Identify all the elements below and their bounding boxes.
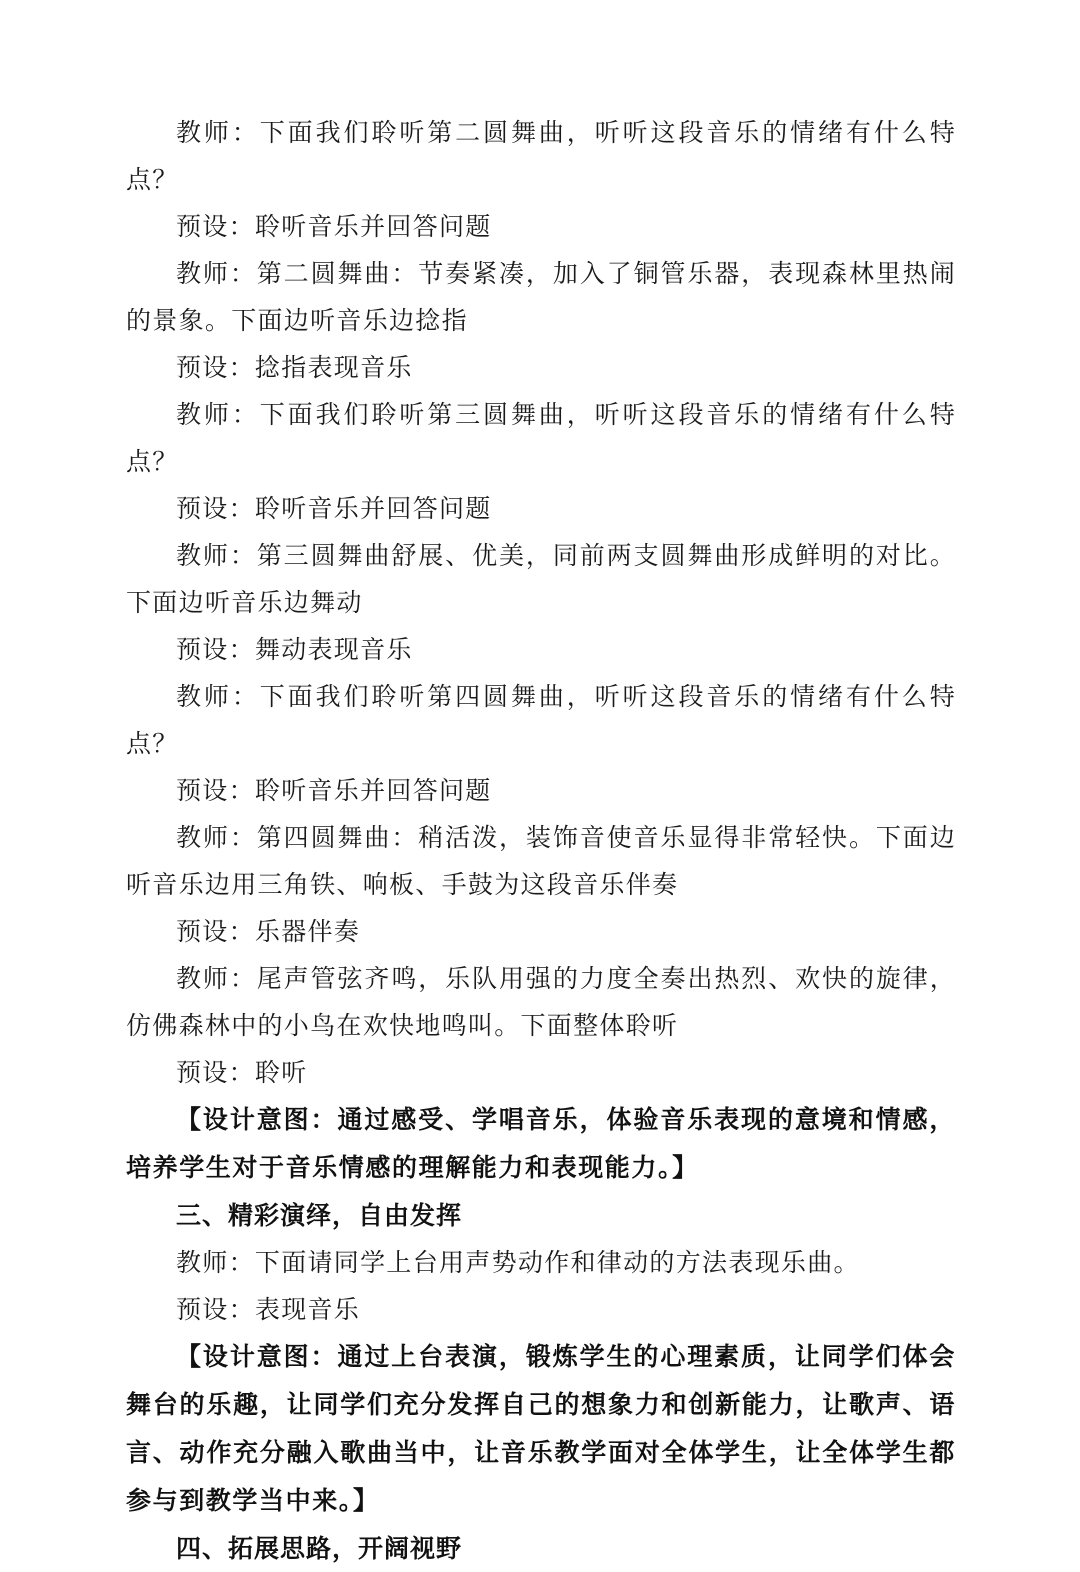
teacher-line: 教师：下面请同学上台用声势动作和律动的方法表现乐曲。 [176, 1248, 860, 1277]
document-page [126, 109, 956, 1572]
teacher-line: 教师：第三圆舞曲舒展、优美，同前两支圆舞曲形成鲜明的对比。下面边听音乐边舞动 [126, 541, 956, 617]
teacher-line: 教师：第四圆舞曲：稍活泼，装饰音使音乐显得非常轻快。下面边听音乐边用三角铁、响板、手鼓为这段音乐伴奏 [126, 823, 956, 899]
teacher-line: 教师：尾声管弦齐鸣，乐队用强的力度全奏出热烈、欢快的旋律，仿佛森林中的小鸟在欢快地鸣叫。下面整体聆听 [126, 964, 956, 1040]
design-intent-note: 【设计意图：通过上台表演，锻炼学生的心理素质，让同学们体会舞台的乐趣，让同学们充分发挥自己的想象力和创新能力，让歌声、语言、动作充分融入歌曲当中，让音乐教学面对全体学生，让全体学生都参与到教学当中来。】 [126, 1342, 956, 1515]
preset-line: 预设：捻指表现音乐 [176, 353, 413, 382]
preset-line: 预设：聆听 [176, 1058, 308, 1087]
design-intent-note: 【设计意图：通过感受、学唱音乐，体验音乐表现的意境和情感，培养学生对于音乐情感的理解能力和表现能力。】 [126, 1105, 956, 1182]
preset-line: 预设：舞动表现音乐 [176, 635, 413, 664]
teacher-line: 教师：下面我们聆听第二圆舞曲，听听这段音乐的情绪有什么特点？ [126, 118, 956, 194]
preset-line: 预设：聆听音乐并回答问题 [176, 776, 492, 805]
preset-line: 预设：聆听音乐并回答问题 [176, 494, 492, 523]
preset-line: 预设：表现音乐 [176, 1295, 361, 1324]
teacher-line: 教师：下面我们聆听第三圆舞曲，听听这段音乐的情绪有什么特点？ [126, 400, 956, 476]
preset-line: 预设：聆听音乐并回答问题 [176, 212, 492, 241]
section-heading: 三、精彩演绎，自由发挥 [176, 1201, 463, 1230]
teacher-line: 教师：下面我们聆听第四圆舞曲，听听这段音乐的情绪有什么特点？ [126, 682, 956, 758]
section-heading: 四、拓展思路，开阔视野 [176, 1534, 463, 1563]
preset-line: 预设：乐器伴奏 [176, 917, 361, 946]
teacher-line: 教师：第二圆舞曲：节奏紧凑，加入了铜管乐器，表现森林里热闹的景象。下面边听音乐边捻指 [126, 259, 956, 335]
